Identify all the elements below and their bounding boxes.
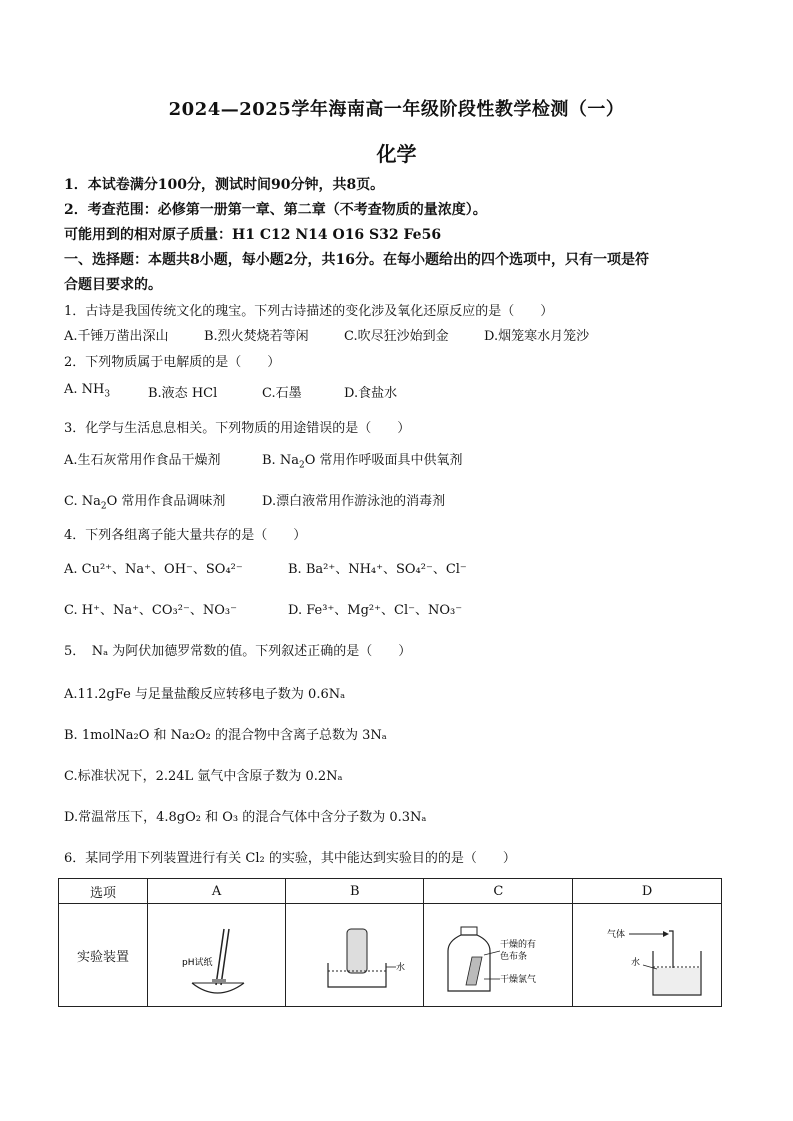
q3-option-c: C. $Na_2O$ 常用作食品调味剂 [64,494,226,512]
q4-option-a: A. Cu²⁺、Na⁺、OH⁻、SO₄²⁻ [64,562,243,577]
q5-option-c: C.标准状况下，2.24L 氩气中含原子数为 0.2Nₐ [64,769,343,784]
q1-stem: 1．古诗是我国传统文化的瑰宝。下列古诗描述的变化涉及氧化还原反应的是（ ） [64,304,554,319]
dry-chlorine-label: 干燥氯气 [500,975,537,985]
q3-stem: 3．化学与生活息息相关。下列物质的用途错误的是（ ） [64,421,411,436]
water-trough-diagram [290,907,420,1003]
note-1: 1．本试卷满分100分，测试时间90分钟，共8页。 [64,177,385,193]
ph-paper-dish-diagram [152,907,282,1003]
q3-option-d: D.漂白液常用作游泳池的消毒剂 [262,494,446,509]
q6-header-option: 选项 [59,879,148,904]
q6-table-header-row [59,879,722,904]
q2-option-a: A. $NH_3$ [64,382,111,400]
ph-paper-label: pH试纸 [181,958,213,968]
q2-option-b: B.液态 HCl [148,386,218,401]
q4-option-b: B. Ba²⁺、NH₄⁺、SO₄²⁻、Cl⁻ [288,562,467,577]
gas-label: 气体 [607,930,626,940]
q6-stem: 6．某同学用下列装置进行有关 Cl₂ 的实验，其中能达到实验目的的是（ ） [64,851,516,866]
q6-apparatus-d [573,904,722,1007]
atomic-mass-note: 可能用到的相对原子质量：H1 C12 N14 O16 S32 Fe56 [64,227,442,243]
q2-option-d: D.食盐水 [344,386,398,401]
q6-header-b: B [286,879,424,904]
q3-option-a: A.生石灰常用作食品干燥剂 [64,453,221,468]
q6-apparatus-a [148,904,286,1007]
water-label-b: 水 [395,963,405,973]
q1-option-b: B.烈火焚烧若等闲 [204,329,309,344]
exam-subject: 化学 [376,142,417,166]
q5-option-b: B. 1molNa₂O 和 Na₂O₂ 的混合物中含离子总数为 3Nₐ [64,728,387,743]
q3-option-b: B. $Na_2O$ 常用作呼吸面具中供氧剂 [262,453,463,471]
q6-apparatus-table [58,878,722,1007]
q5-stem: 5． Nₐ 为阿伏加德罗常数的值。下列叙述正确的是（ ） [64,644,412,659]
q4-stem: 4．下列各组离子能大量共存的是（ ） [64,528,307,543]
q1-option-c: C.吹尽狂沙始到金 [344,329,449,344]
q4-option-d: D. Fe³⁺、Mg²⁺、Cl⁻、NO₃⁻ [288,603,463,618]
q2-stem: 2．下列物质属于电解质的是（ ） [64,355,281,370]
dry-cloth-label-1: 干燥的有 [500,940,537,950]
gas-absorption-beaker-diagram [577,907,717,1003]
q1-option-a: A.千锤万凿出深山 [64,329,169,344]
exam-title: 2024—2025学年海南高一年级阶段性教学检测（一） [168,99,625,120]
q6-row-label: 实验装置 [59,904,148,1007]
q5-option-a: A.11.2gFe 与足量盐酸反应转移电子数为 0.6Nₐ [64,687,346,702]
q6-apparatus-c [424,904,573,1007]
dry-cloth-label-2: 色布条 [500,952,528,962]
section1-intro-cont: 合题目要求的。 [64,277,162,293]
note-2: 2．考查范围：必修第一册第一章、第二章（不考查物质的量浓度）。 [64,202,487,218]
q5-option-d: D.常温常压下，4.8gO₂ 和 O₃ 的混合气体中含分子数为 0.3Nₐ [64,810,427,825]
q6-table-body-row [59,904,722,1007]
q6-apparatus-b [286,904,424,1007]
gas-bottle-diagram [428,907,568,1003]
q6-header-c: C [424,879,573,904]
q4-option-c: C. H⁺、Na⁺、CO₃²⁻、NO₃⁻ [64,603,237,618]
water-label-d: 水 [631,958,641,968]
q6-header-d: D [573,879,722,904]
q2-option-c: C.石墨 [262,386,302,401]
section1-intro: 一、选择题：本题共8小题，每小题2分，共16分。在每小题给出的四个选项中，只有一项是符 [64,252,649,268]
q6-header-a: A [148,879,286,904]
q1-option-d: D.烟笼寒水月笼沙 [484,329,590,344]
